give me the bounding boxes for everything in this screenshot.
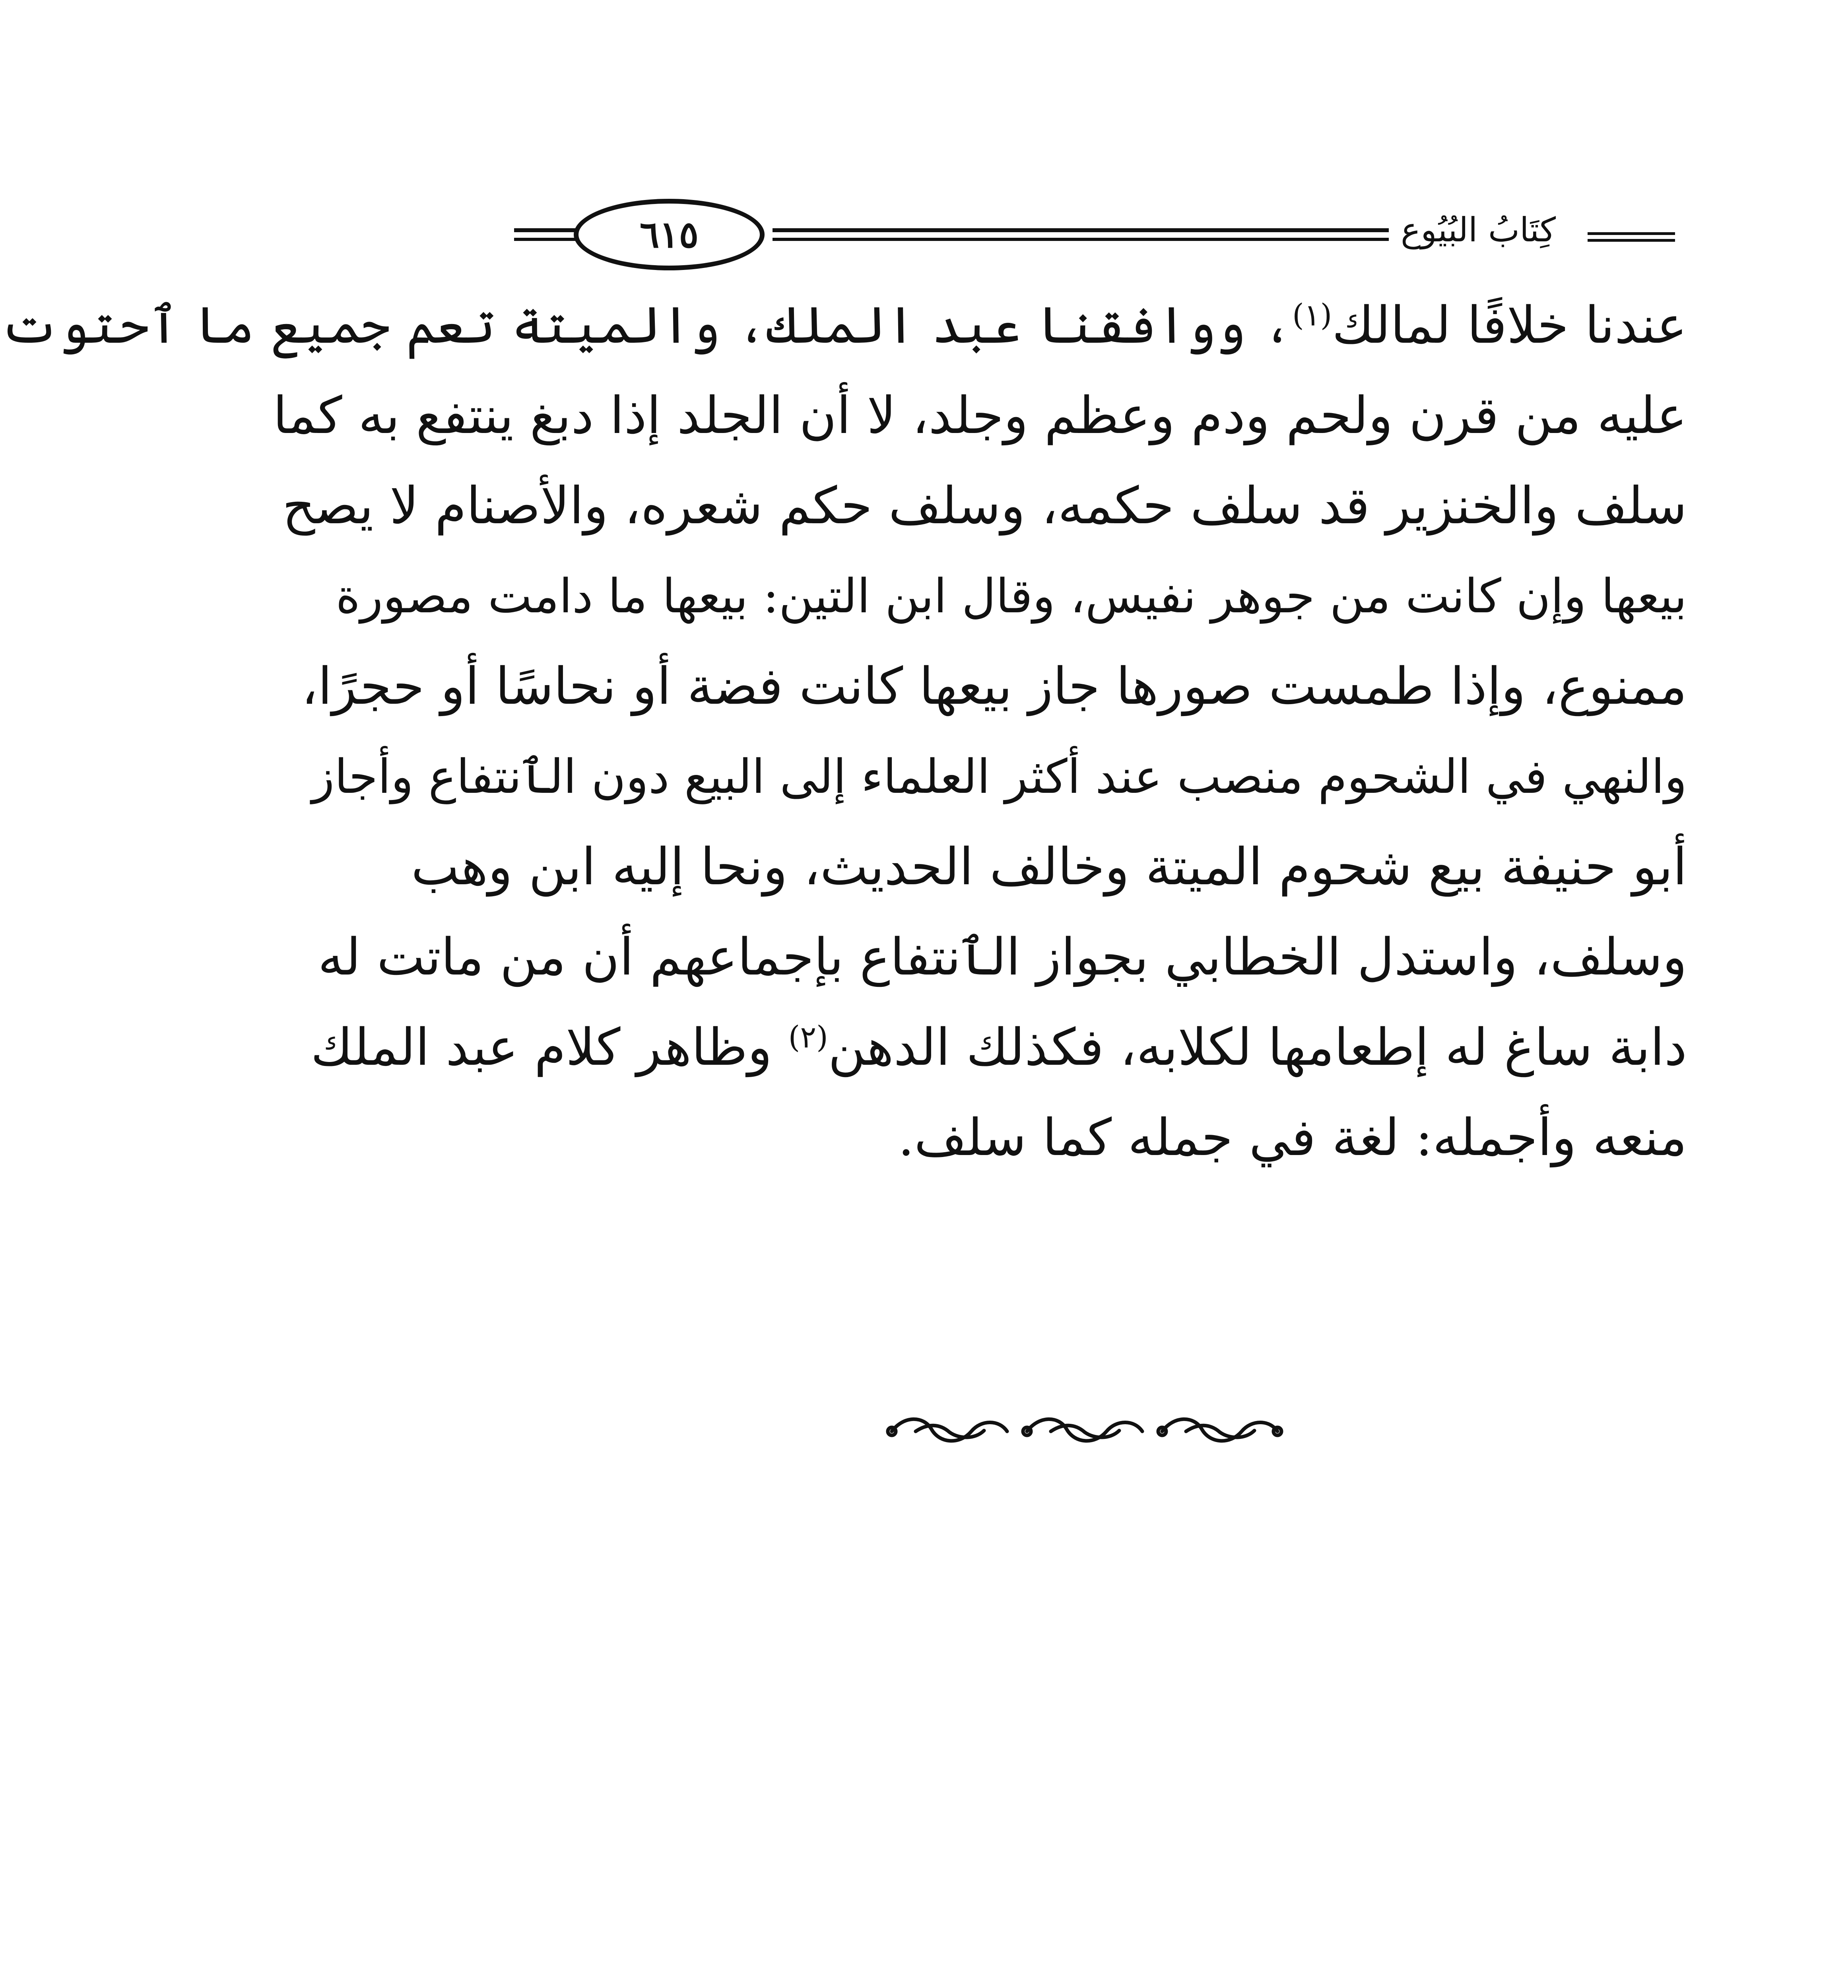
page-number: ٦١٥: [639, 213, 699, 256]
page-number-oval: [574, 199, 765, 270]
header-rule-left: [514, 228, 582, 241]
text-line: أبو حنيفة بيع شحوم الميتة وخالف الحديث، ونحا إليه ابن وهب: [411, 837, 1687, 897]
chapter-title: كِتَابُ البُيُوع: [1401, 210, 1556, 249]
ornament-divider-icon: [880, 1408, 1285, 1455]
text-line: والنهي في الشحوم منصب عند أكثر العلماء إلى البيع دون الٱنتفاع وأجاز: [312, 749, 1687, 804]
header-rule-middle: [773, 228, 1389, 241]
text-line: دابة ساغ له إطعامها لكلابه، فكذلك الدهن$^{(٢)}$ وظاهر كلام عبد الملك: [311, 1018, 1687, 1077]
text-line: عليه من قرن ولحم ودم وعظم وجلد، لا أن الجلد إذا دبغ ينتفع به كما: [273, 386, 1687, 445]
running-header: [514, 195, 1675, 274]
text-line: منعه وأجمله: لغة في جمله كما سلف.: [898, 1108, 1687, 1167]
body-text: [0, 280, 1687, 1183]
text-line: بيعها وإن كانت من جوهر نفيس، وقال ابن التين: بيعها ما دامت مصورة: [336, 569, 1687, 623]
footnote-ref-2[interactable]: (٢): [788, 1019, 828, 1055]
text-line: وسلف، واستدل الخطابي بجواز الٱنتفاع بإجماعهم أن من ماتت له: [318, 928, 1687, 987]
footnote-ref-1[interactable]: (١): [1292, 297, 1332, 333]
text-line: عندنا خلافًا لمالك$^{(١)}$، ووافقنا عبد الملك، والميتة تعم جميع ما ٱحتوت: [0, 296, 1687, 355]
header-rule-right: [1588, 232, 1675, 242]
text-line: سلف والخنزير قد سلف حكمه، وسلف حكم شعره، والأصنام لا يصح: [282, 476, 1687, 536]
text-line: ممنوع، وإذا طمست صورها جاز بيعها كانت فضة أو نحاسًا أو حجرًا،: [301, 657, 1687, 716]
